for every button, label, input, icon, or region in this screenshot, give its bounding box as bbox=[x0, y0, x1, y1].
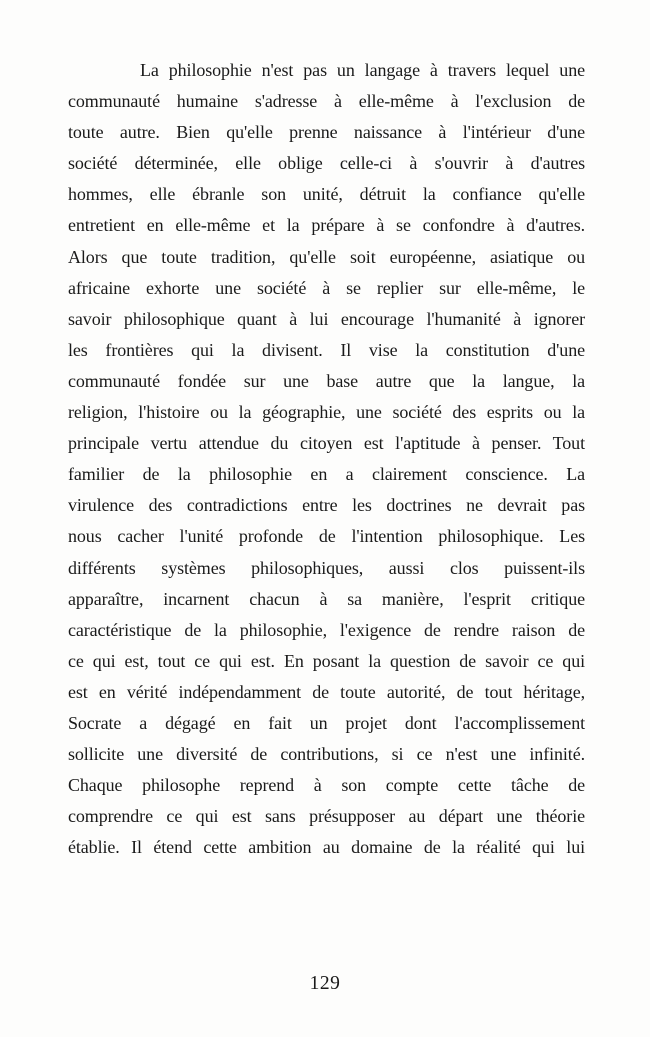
text-line: Chaque philosophe reprend à son compte cette tâche de bbox=[68, 775, 585, 796]
text-line: familier de la philosophie en a clairement conscience. La bbox=[68, 464, 585, 485]
text-line: sollicite une diversité de contributions, si ce n'est une infinité. bbox=[68, 744, 585, 765]
text-line: communauté fondée sur une base autre que la langue, la bbox=[68, 370, 585, 391]
text-line: établie. Il étend cette ambition au domaine de la réalité qui lui bbox=[68, 837, 585, 858]
page-number: 129 bbox=[309, 973, 341, 994]
text-line: nous cacher l'unité profonde de l'intention philosophique. Les bbox=[68, 526, 585, 547]
text-line: Alors que toute tradition, qu'elle soit européenne, asiatique ou bbox=[68, 246, 585, 267]
text-line: entretient en elle-même et la prépare à se confondre à d'autres. bbox=[68, 215, 585, 236]
text-line: savoir philosophique quant à lui encourage l'humanité à ignorer bbox=[68, 308, 585, 329]
text-line: religion, l'histoire ou la géographie, une société des esprits ou la bbox=[68, 402, 585, 423]
text-line: toute autre. Bien qu'elle prenne naissance à l'intérieur d'une bbox=[68, 122, 585, 143]
text-line: les frontières qui la divisent. Il vise la constitution d'une bbox=[68, 339, 585, 360]
text-line: société déterminée, elle oblige celle-ci à s'ouvrir à d'autres bbox=[68, 153, 585, 174]
text-line: comprendre ce qui est sans présupposer au départ une théorie bbox=[68, 806, 585, 827]
text-line: hommes, elle ébranle son unité, détruit la confiance qu'elle bbox=[68, 184, 585, 205]
text-line: principale vertu attendue du citoyen est l'aptitude à penser. Tout bbox=[68, 433, 585, 454]
text-line: La philosophie n'est pas un langage à travers lequel une bbox=[140, 60, 585, 80]
text-line: est en vérité indépendamment de toute autorité, de tout héritage, bbox=[68, 681, 585, 702]
text-line: apparaître, incarnent chacun à sa manière, l'esprit critique bbox=[68, 588, 585, 609]
text-line: Socrate a dégagé en fait un projet dont l'accomplissement bbox=[68, 712, 585, 733]
text-line: communauté humaine s'adresse à elle-même à l'exclusion de bbox=[68, 91, 585, 112]
body-text-paragraph bbox=[68, 55, 585, 863]
text-line: virulence des contradictions entre les doctrines ne devrait pas bbox=[68, 495, 585, 516]
text-line: ce qui est, tout ce qui est. En posant la question de savoir ce qui bbox=[68, 650, 585, 671]
text-line: caractéristique de la philosophie, l'exigence de rendre raison de bbox=[68, 619, 585, 640]
text-line: africaine exhorte une société à se replier sur elle-même, le bbox=[68, 277, 585, 298]
text-line: différents systèmes philosophiques, aussi clos puissent-ils bbox=[68, 557, 585, 578]
